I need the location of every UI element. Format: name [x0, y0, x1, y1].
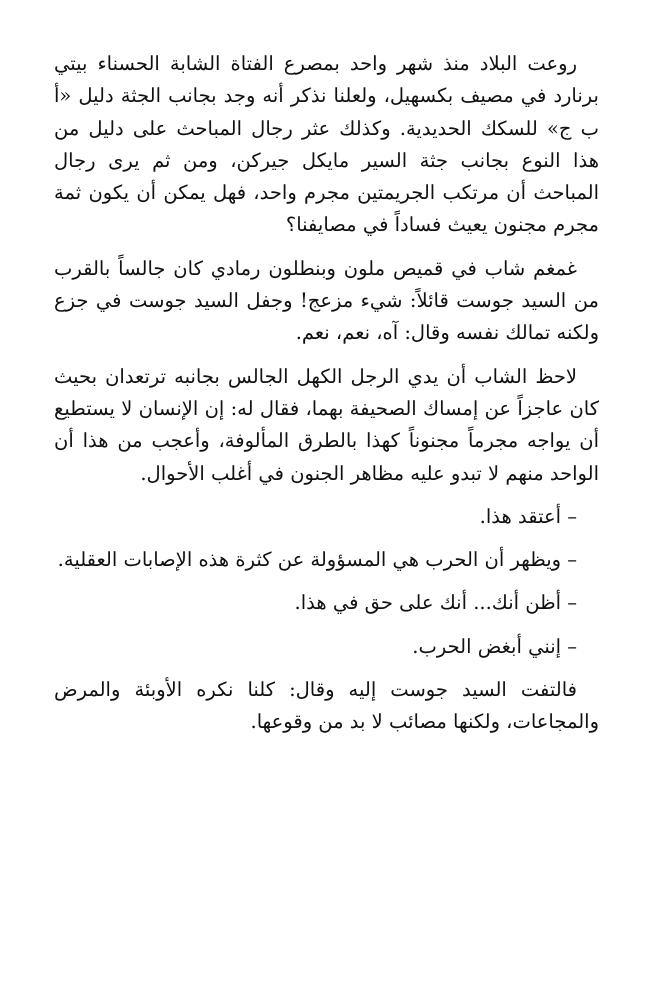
dialog-line-you-are-right: – أظن أنك... أنك على حق في هذا.: [294, 591, 577, 615]
dialog-line-i-think-so: – أعتقد هذا.: [479, 504, 577, 528]
paragraph-murder-report: روعت البلاد منذ شهر واحد بمصرع الفتاة الشابة الحسناء بيتي برنارد في مصيف بكسهيل، ولعلنا نذكر أنه وجد بجانب الجثة دليل «أ ب ج» للسكك الحديدية. وكذلك عثر رجال المباحث على دليل من هذا النوع بجانب جثة السير مايكل جيركن، ومن ثم يرى رجال المباحث أن مرتكب الجريمتين مجرم واحد، فهل يمكن أن يكون ثمة مجرم مجنون يعيث فساداً في مصايفنا؟: [54, 52, 599, 237]
dialog-line-hate-war: – إنني أبغض الحرب.: [412, 634, 577, 658]
paragraph-young-man-mutters: غمغم شاب في قميص ملون وبنطلون رمادي كان جالساً بالقرب من السيد جوست قائلاً: شيء مزعج! وجفل السيد جوست في جزع ولكنه تمالك نفسه وقال: آه، نعم، نعم.: [54, 256, 599, 345]
paragraph-old-man-hands: لاحظ الشاب أن يدي الرجل الكهل الجالس بجانبه ترتعدان بحيث كان عاجزاً عن إمساك الصحيفة بهما، فقال له: إن الإنسان لا يستطيع أن يواجه مجرماً مجنوناً كهذا بالطرق المألوفة، وأعجب من هذا أن الواحد منهم لا تبدو عليه مظاهر الجنون في أغلب الأحوال.: [54, 364, 599, 485]
paragraph-jost-reply: فالتفت السيد جوست إليه وقال: كلنا نكره الأوبئة والمرض والمجاعات، ولكنها مصائب لا بد من وقوعها.: [54, 678, 599, 734]
dialog-line-war-responsible: – ويظهر أن الحرب هي المسؤولة عن كثرة هذه الإصابات العقلية.: [57, 548, 577, 572]
book-page: [54, 48, 599, 750]
